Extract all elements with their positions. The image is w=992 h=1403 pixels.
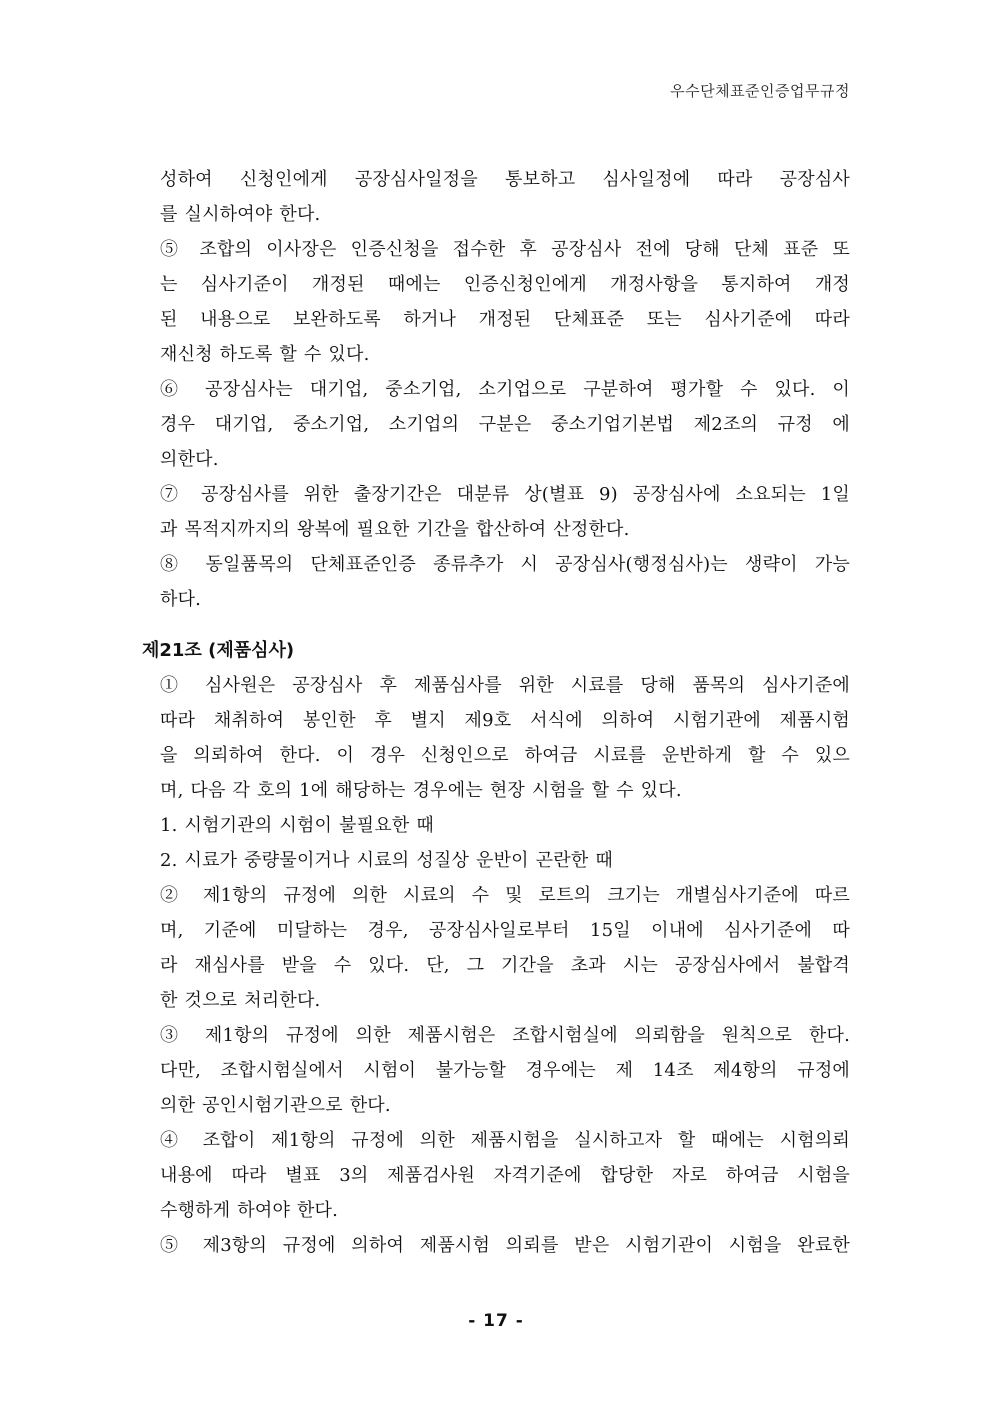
text-line: 라 재심사를 받을 수 있다. 단, 그 기간을 초과 시는 공장심사에서 불합격 (160, 955, 850, 976)
text-line: 는 심사기준이 개정된 때에는 인증신청인에게 개정사항을 통지하여 개정 (160, 274, 850, 295)
text-line: ⑧ 동일품목의 단체표준인증 종류추가 시 공장심사(행정심사)는 생략이 가능 (160, 554, 850, 575)
text-line: 성하여 신청인에게 공장심사일정을 통보하고 심사일정에 따라 공장심사 (160, 169, 850, 190)
text-line: ④ 조합이 제1항의 규정에 의한 제품시험을 실시하고자 할 때에는 시험의뢰 (160, 1130, 850, 1151)
text-line: 를 실시하여야 한다. (160, 204, 321, 225)
text-line: 하다. (160, 589, 202, 610)
text-line: ③ 제1항의 규정에 의한 제품시험은 조합시험실에 의뢰함을 원칙으로 한다. (160, 1025, 850, 1046)
text-line: 내용에 따라 별표 3의 제품검사원 자격기준에 합당한 자로 하여금 시험을 (160, 1165, 850, 1186)
text-line: 1. 시험기관의 시험이 불필요한 때 (160, 815, 434, 836)
section-continuation-article-20 (160, 162, 850, 617)
text-line: 의한다. (160, 449, 219, 470)
article-21-heading: 제21조 (제품심사) (142, 640, 295, 661)
text-line: 한 것으로 처리한다. (160, 990, 321, 1011)
text-line: ⑥ 공장심사는 대기업, 중소기업, 소기업으로 구분하여 평가할 수 있다. 이 (160, 379, 850, 400)
text-line: 경우 대기업, 중소기업, 소기업의 구분은 중소기업기본법 제2조의 규정 에 (160, 414, 850, 435)
text-line: 의한 공인시험기관으로 한다. (160, 1095, 391, 1116)
document-header-title: 우수단체표준인증업무규정 (670, 82, 850, 100)
text-line: ⑦ 공장심사를 위한 출장기간은 대분류 상(별표 9) 공장심사에 소요되는 1일 (160, 484, 850, 505)
text-line: 재신청 하도록 할 수 있다. (160, 344, 370, 365)
text-line: 2. 시료가 중량물이거나 시료의 성질상 운반이 곤란한 때 (160, 850, 613, 871)
document-body (142, 162, 850, 1263)
text-line: 수행하게 하여야 한다. (160, 1200, 339, 1221)
text-line: ⑤ 조합의 이사장은 인증신청을 접수한 후 공장심사 전에 당해 단체 표준 또 (160, 239, 850, 260)
text-line: ① 심사원은 공장심사 후 제품심사를 위한 시료를 당해 품목의 심사기준에 (160, 675, 850, 696)
text-line: 며, 다음 각 호의 1에 해당하는 경우에는 현장 시험을 할 수 있다. (160, 780, 682, 801)
text-line: ② 제1항의 규정에 의한 시료의 수 및 로트의 크기는 개별심사기준에 따르 (160, 885, 850, 906)
page-number: - 17 - (468, 1311, 524, 1331)
text-line: 다만, 조합시험실에서 시험이 불가능할 경우에는 제 14조 제4항의 규정에 (160, 1060, 850, 1081)
text-line: 며, 기준에 미달하는 경우, 공장심사일로부터 15일 이내에 심사기준에 따 (160, 920, 850, 941)
text-line: 을 의뢰하여 한다. 이 경우 신청인으로 하여금 시료를 운반하게 할 수 있으 (160, 745, 850, 766)
text-line: 된 내용으로 보완하도록 하거나 개정된 단체표준 또는 심사기준에 따라 (160, 309, 850, 330)
text-line: 따라 채취하여 봉인한 후 별지 제9호 서식에 의하여 시험기관에 제품시험 (160, 710, 850, 731)
text-line: 과 목적지까지의 왕복에 필요한 기간을 합산하여 산정한다. (160, 519, 630, 540)
text-line: ⑤ 제3항의 규정에 의하여 제품시험 의뢰를 받은 시험기관이 시험을 완료한 (160, 1235, 850, 1256)
section-article-21-body (160, 668, 850, 1263)
